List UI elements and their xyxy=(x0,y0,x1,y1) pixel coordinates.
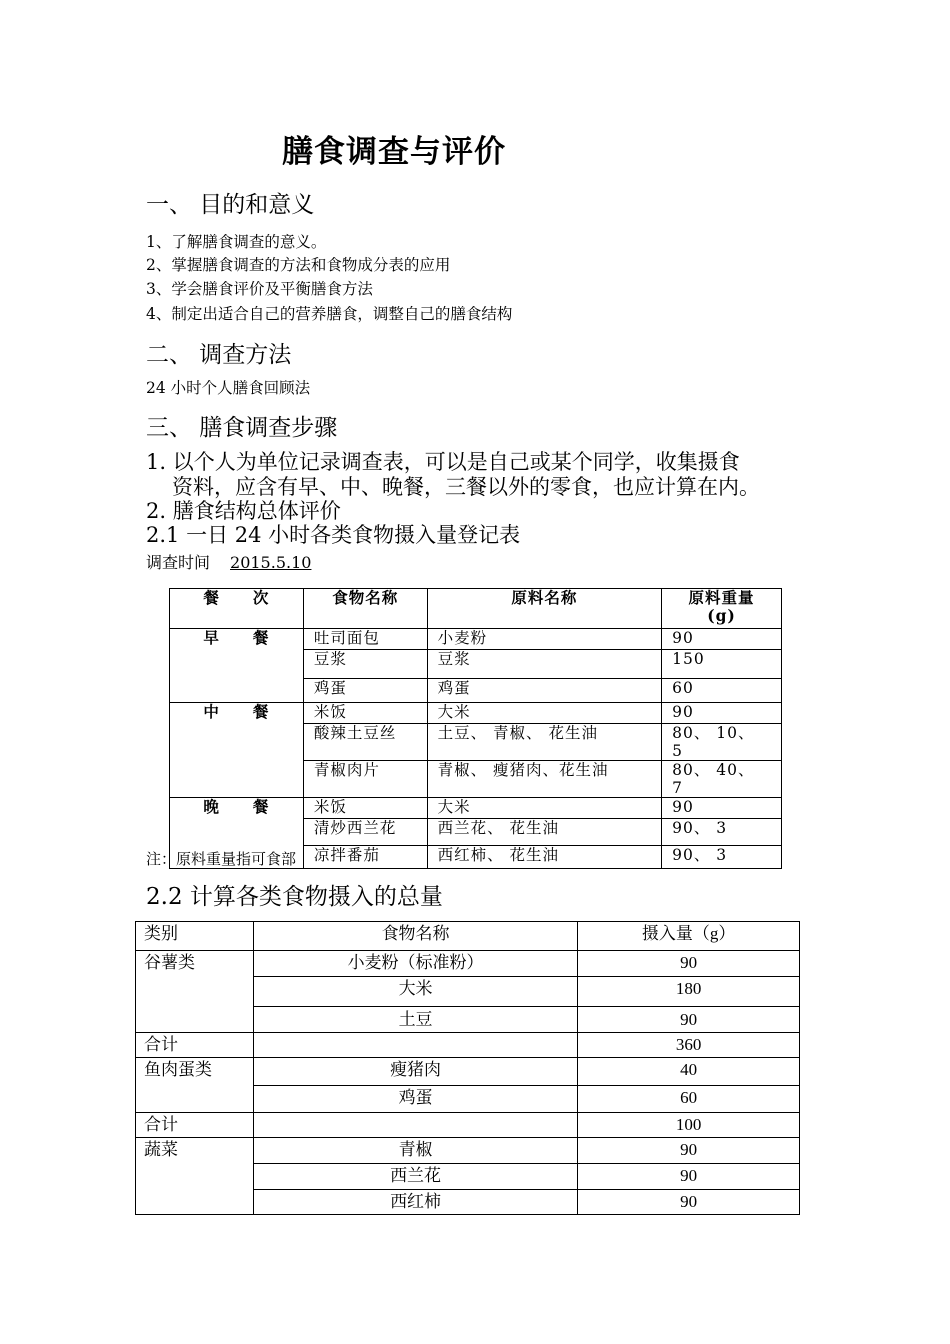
step21: 2.1 一日 24 小时各类食物摄入量登记表 xyxy=(146,523,521,547)
total-intake-table xyxy=(135,921,800,1215)
food-cell: 小麦粉（标准粉） xyxy=(253,951,577,977)
food-cell: 西兰花 xyxy=(253,1164,577,1190)
category-cell: 鱼肉蛋类 xyxy=(136,1058,254,1113)
step1-line2: 资料，应含有早、中、晚餐，三餐以外的零食，也应计算在内。 xyxy=(172,475,760,499)
weight-cell: 90、 3 xyxy=(662,846,782,869)
food-cell: 清炒西兰花 xyxy=(303,819,427,846)
food-cell: 瘦猪肉 xyxy=(253,1058,577,1086)
page-title: 膳食调查与评价 xyxy=(282,134,506,170)
purpose-item: 1、了解膳食调查的意义。 xyxy=(146,233,327,251)
ingredient-cell: 土豆、 青椒、 花生油 xyxy=(427,724,662,761)
food-cell: 土豆 xyxy=(253,1007,577,1033)
weight-cell: 90 xyxy=(662,703,782,724)
col-header: 摄入量（g） xyxy=(578,922,800,951)
ingredient-cell: 大米 xyxy=(427,703,662,724)
step2: 2. 膳食结构总体评价 xyxy=(146,499,341,523)
food-cell: 鸡蛋 xyxy=(253,1086,577,1113)
food-cell: 豆浆 xyxy=(303,650,427,679)
total-label: 合计 xyxy=(136,1113,254,1138)
weight-cell: 90、 3 xyxy=(662,819,782,846)
ingredient-cell: 豆浆 xyxy=(427,650,662,679)
weight-cell: 80、 10、 5 xyxy=(662,724,782,761)
intake-register-table xyxy=(169,588,782,869)
survey-time xyxy=(146,550,335,573)
food-cell: 米饭 xyxy=(303,703,427,724)
col-header: 食物名称 xyxy=(303,589,427,629)
category-cell: 谷薯类 xyxy=(136,951,254,1033)
weight-cell: 60 xyxy=(662,679,782,703)
table-note: 注：原料重量指可食部 xyxy=(146,850,297,868)
purpose-item: 3、学会膳食评价及平衡膳食方法 xyxy=(146,280,373,298)
food-cell: 米饭 xyxy=(303,798,427,819)
col-header: 食物名称 xyxy=(253,922,577,951)
method-text: 24 小时个人膳食回顾法 xyxy=(146,379,311,397)
purpose-item: 2、掌握膳食调查的方法和食物成分表的应用 xyxy=(146,256,451,274)
weight-cell: 90 xyxy=(662,629,782,650)
ingredient-cell: 大米 xyxy=(427,798,662,819)
amount-cell: 180 xyxy=(578,977,800,1007)
food-cell: 大米 xyxy=(253,977,577,1007)
food-cell: 鸡蛋 xyxy=(303,679,427,703)
amount-cell: 90 xyxy=(578,1007,800,1033)
ingredient-cell: 西兰花、 花生油 xyxy=(427,819,662,846)
purpose-item: 4、制定出适合自己的营养膳食，调整自己的膳食结构 xyxy=(146,305,513,323)
weight-cell: 90 xyxy=(662,798,782,819)
meal-cell: 晚 餐 xyxy=(170,798,304,869)
meal-cell: 早 餐 xyxy=(170,629,304,703)
empty-cell xyxy=(253,1113,577,1138)
ingredient-cell: 小麦粉 xyxy=(427,629,662,650)
food-cell: 酸辣土豆丝 xyxy=(303,724,427,761)
survey-label: 调查时间 xyxy=(146,553,211,572)
food-cell: 青椒 xyxy=(253,1138,577,1164)
step1-line1: 1. 以个人为单位记录调查表，可以是自己或某个同学，收集摄食 xyxy=(146,450,740,474)
total-label: 合计 xyxy=(136,1033,254,1058)
food-cell: 西红柿 xyxy=(253,1190,577,1215)
ingredient-cell: 青椒、 瘦猪肉、花生油 xyxy=(427,761,662,798)
section2-heading: 二、 调查方法 xyxy=(146,342,292,368)
total-cell: 100 xyxy=(578,1113,800,1138)
col-header: 类别 xyxy=(136,922,254,951)
weight-cell: 150 xyxy=(662,650,782,679)
amount-cell: 60 xyxy=(578,1086,800,1113)
amount-cell: 90 xyxy=(578,951,800,977)
weight-cell: 80、 40、 7 xyxy=(662,761,782,798)
food-cell: 吐司面包 xyxy=(303,629,427,650)
col-header: 原料名称 xyxy=(427,589,662,629)
category-cell: 蔬菜 xyxy=(136,1138,254,1215)
section1-heading: 一、 目的和意义 xyxy=(146,192,315,218)
amount-cell: 90 xyxy=(578,1138,800,1164)
empty-cell xyxy=(253,1033,577,1058)
amount-cell: 90 xyxy=(578,1164,800,1190)
section3-heading: 三、 膳食调查步骤 xyxy=(146,415,338,441)
meal-cell: 中 餐 xyxy=(170,703,304,798)
amount-cell: 90 xyxy=(578,1190,800,1215)
survey-date: 2015.5.10 xyxy=(230,553,312,572)
total-cell: 360 xyxy=(578,1033,800,1058)
col-header: 原料重量 (g) xyxy=(662,589,782,629)
col-header: 餐 次 xyxy=(170,589,304,629)
food-cell: 青椒肉片 xyxy=(303,761,427,798)
section22-heading: 2.2 计算各类食物摄入的总量 xyxy=(146,884,443,910)
amount-cell: 40 xyxy=(578,1058,800,1086)
ingredient-cell: 西红柿、 花生油 xyxy=(427,846,662,869)
ingredient-cell: 鸡蛋 xyxy=(427,679,662,703)
food-cell: 凉拌番茄 xyxy=(303,846,427,869)
